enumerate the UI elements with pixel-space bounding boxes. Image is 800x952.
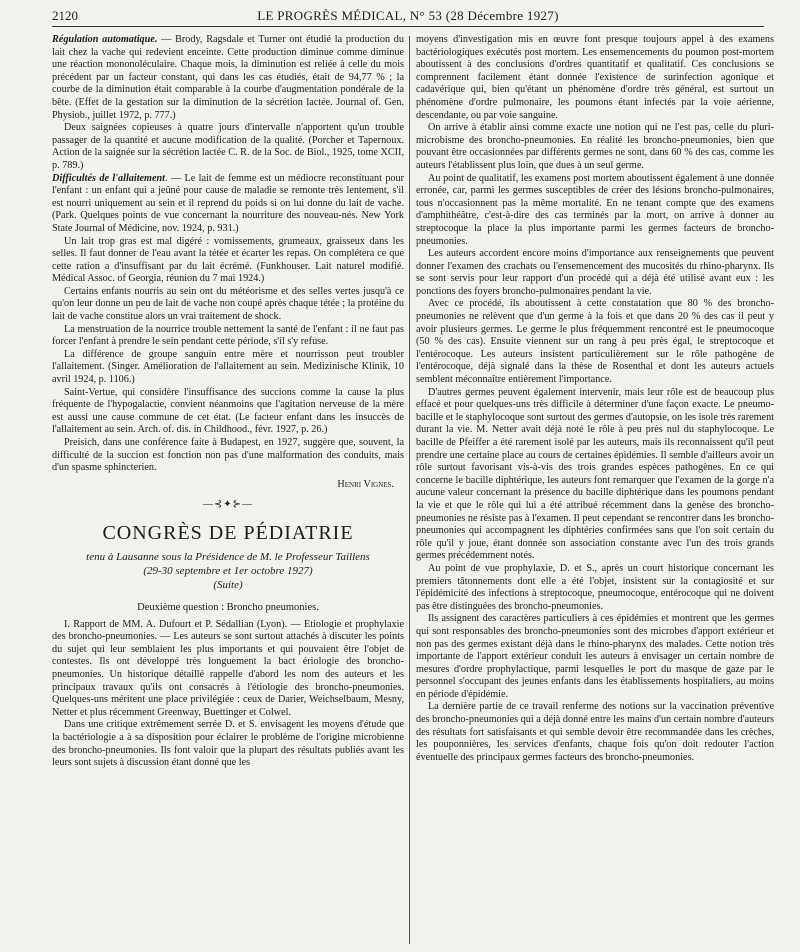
- paragraph: D'autres germes peuvent également intervenir, mais leur rôle est de beaucoup plus effacé et pour quelques-uns très difficile à déterminer d'une façon exacte. Le pneumo-bacille et le staphylocoque sont surtout des germes d'autopsie, on les isole très rarement durant la vie. M. Netter avait déjà noté le rôle à peu près nul du staphylocoque. Le bacille de Pfeiffer a été rarement isolé par les auteurs, mais ils reconnaissent qu'il peut prendre une certaine place au cours de certaines épidémies. Il semble d'ailleurs avoir un rôle surtout favorisant vis-à-vis des trois grandes espèces pathogènes. En ce qui concerne le bacille diphtérique, les auteurs font remarquer que l'examen de la gorge n'a aucune valeur concernant la présence du bacille diphtérique dans les poumons pendant la vie et que le rôle qui lui a été attribué récemment dans la genèse des broncho-pneumonies ne résiste pas à l'examen. Il peut cependant se rencontrer dans les broncho-pneumonies qui accompagnent les diphtéries confirmées sans que l'on soit certain du rôle qu'il y joue, étant donnée son association constante avec l'un des trois grands germes précédemment notés.: [416, 386, 774, 562]
- section-title: CONGRÈS DE PÉDIATRIE: [102, 521, 354, 544]
- paragraph: [52, 34, 404, 122]
- paragraph: La dernière partie de ce travail renferme des notions sur la vaccination préventive des broncho-pneumonies qui a déjà donné entre les mains d'un certain nombre d'auteurs des résultats fort satisfaisants et qui semble devoir être recommandée dans les crèches, les pouponnières, les services d'enfants, chaque fois qu'on doit redouter l'action éventuelle des principaux germes facteurs des broncho-pneumonies.: [416, 701, 774, 763]
- paragraph: moyens d'investigation mis en œuvre font presque toujours appel à des examens bactériologiques exécutés post mortem. Les ensemencements du poumon post-mortem aboutissent à des conclusions d'ordres quantitatif et qualitatif. Ces conclusions se comprennent facilement étant donnée l'existence de surinfection agonique et cadavérique qui, bien qu'étant un phénomène d'ordre très général, est surtout un phénomène d'ordre pulmonaire, les poumons étant infectés par la voie aérienne, descendante, ou par voie sanguine.: [416, 34, 774, 121]
- paragraph: Dans une critique extrêmement serrée D. et S. envisagent les moyens d'étude que la bactériologie a à sa disposition pour éclairer le problème de l'origine microbienne des broncho-pneumonies. Ils font valoir que la plupart des résultats publiés avant les leurs sont sujets à discussion étant donné que les: [52, 719, 404, 769]
- section-lead: Régulation automatique.: [52, 34, 158, 45]
- paragraph: Un lait trop gras est mal digéré : vomissements, grumeaux, graisseux dans les selles. Il faut donner de l'eau avant la tétée et écarter les repas. On complétera ce que cette ration a d'insuffisant par du lait écrémé. (Funkhouser. Lait naturel modifié. Médical Assoc. of Georgia, réunion du 7 mai 1924.): [52, 235, 404, 285]
- paragraph: [52, 173, 404, 236]
- section-lead: Difficultés de l'allaitement: [52, 172, 165, 184]
- congress-dates: (29-30 septembre et 1er octobre 1927): [143, 564, 313, 577]
- left-column: [52, 34, 404, 946]
- page-number: 2120: [52, 8, 78, 23]
- paragraph: Saint-Vertue, qui considère l'insuffisance des succions comme la cause la plus fréquente de l'hypogalactie, convient néanmoins que l'agitation nerveuse de la mère est aussi une cause commune de cet état. (Le facteur enfant dans les insuccès de l'allaitement au sein. Arch. of. dis. in Childhood., févr. 1927, p. 26.): [52, 386, 404, 436]
- paragraph: Deux saignées copieuses à quatre jours d'intervalle n'apportent qu'un trouble passager de la quantité et aucune modification de la qualité. (Porcher et Tapernoux. Action de la saignée sur la sécrétion lactée C. R. de la Soc. de Biol., 1925, tome XCII, p. 789.): [52, 122, 404, 171]
- paragraph: Au point de vue prophylaxie, D. et S., après un court historique concernant les premiers tâtonnements dont elle a été l'objet, insistent sur la contagiosité et sur l'épidémicité des infections à streptocoque, pneumocoque, entérocoque qui ne doivent pas être distinguées des broncho-pneumonies.: [416, 562, 774, 612]
- paragraph: La différence de groupe sanguin entre mère et nourrisson peut troubler l'allaitement. (Singer. Amélioration de l'allaitement au sein. Medizinische Klinik, 10 avril 1924, p. 1106.): [52, 348, 404, 386]
- paragraph-text: — Brody, Ragsdale et Turner ont étudié la production du lait chez la vache qui redevient enceinte. Cette production diminue comme diminue une réaction mononoléculaire. Chaque mois, la diminution est reliée à celle du mois précédent par un facteur constant, qui dans les cas étudiés, était de 94,77 % ; la courbe de la diminution était comparable à la courbe d'augmentation pondérale de la bête. (Effet de la gestation sur la diminution de la sécrétion lactée. Journal of. Gen. Physiob., juillet 1972, p. 777.): [52, 34, 404, 121]
- paragraph: Au point de qualitatif, les examens post mortem aboutissent également à une donnée erronée, car, parmi les germes susceptibles de créer des lésions broncho-pulmonaires, tous n'occasionnent pas la même mortalité. En ne tenant compte que des examens d'amphithéâtre, c'est-à-dire des cas terminés par la mort, on arrive à donner au streptocoque la place la plus importante parmi les germes facteurs de broncho-pneumonies.: [416, 172, 774, 247]
- paragraph: Avec ce procédé, ils aboutissent à cette constatation que 80 % des broncho-pneumonies ne relèvent que d'un germe à la fois et que dans 20 % des cas il peut y avoir plusieurs germes. Le germe le plus fréquemment rencontré est le pneumocoque (50 % des cas). Ensuite viennent sur un rang à peu près égal, le streptocoque et l'entérocoque. Les auteurs insistent particulièrement sur le rôle pathogène de l'entérocoque, déjà signalé dans la thèse de Rosenthal et dont les auteurs actuels semblent méconnaître entièrement l'importance.: [416, 298, 774, 386]
- author-signature: Henri Vignes.: [337, 478, 394, 490]
- congress-continued: (Suite): [213, 578, 243, 591]
- ornament-divider: —⊰✦⊱—: [202, 499, 254, 511]
- congress-location: tenu à Lausanne sous la Présidence de M. le Professeur Taillens: [86, 550, 370, 563]
- paragraph: On arrive à établir ainsi comme exacte une notion qui ne l'est pas, celle du pluri-microbisme des broncho-pneumonies. En réalité les broncho-pneumonies, bien que pouvant être occasionnées par différents germes ne sont, dans 60 % des cas, comme les auteurs l'établissent plus loin, que dues à un seul germe.: [416, 122, 774, 171]
- paragraph: La menstruation de la nourrice trouble nettement la santé de l'enfant : il ne faut pas forcer l'enfant à prendre le sein pendant cette période, s'il s'y refuse.: [52, 323, 404, 348]
- paragraph: I. Rapport de MM. A. Dufourt et P. Sédallian (Lyon). — Etiologie et prophylaxie des broncho-pneumonies. — Les auteurs se sont surtout attachés à discuter les points du sujet qui leur semblaient les plus importants et qui pouvaient être l'objet de contestes. Ils ont développé très longuement la bact ériologie des broncho-pneumonies. Un historique détaillé rappelle d'abord les nom des auteurs et les principaux travaux qu'ils ont consacrés à l'étiologie des broncho-pneumonies. Quelques-uns méritent une place privilégiée : ceux de Darier, Weichselbaum, Mesny, Netter et plus récemment Greenway, Buettinger et Colwel.: [52, 618, 404, 718]
- paragraph: Preisich, dans une conférence faite à Budapest, en 1927, suggère que, souvent, la difficulté de la succion est fonction non pas d'une malformation des conduits, mais d'un spasme sphincterien.: [52, 437, 404, 474]
- paragraph: Certains enfants nourris au sein ont du météorisme et des selles vertes jusqu'à ce qu'on leur donne un peu de lait de vache non coupé après chaque tétée ; la protéine du lait de vache constitue alors un vrai traitement de shock.: [52, 285, 404, 323]
- question-heading: Deuxième question : Broncho pneumonies.: [137, 601, 319, 613]
- running-title: LE PROGRÈS MÉDICAL, N° 53 (28 Décembre 1927): [257, 8, 559, 23]
- page-header: [52, 6, 764, 27]
- paragraph: Ils assignent des caractères particuliers à ces épidémies et montrent que les germes qui sont responsables des broncho-pneumonies sont des microbes d'apport extérieur et non pas des germes existant déjà dans le rhino-pharynx des malades. Cette notion très importante de l'apport extérieur conduit les auteurs à envisager un certain nombre de mesures d'ordre prophylactique, parmi lesquelles le port du masque de gaze par le personnel s'occupant des jeunes enfants dans les établissements hospitaliers, au moins en période d'épidémie.: [416, 613, 774, 700]
- column-divider: [409, 36, 410, 944]
- paragraph: Les auteurs accordent encore moins d'importance aux renseignements que peuvent donner l'examen des crachats ou l'ensemencement des mucosités du rhino-pharynx. Ils se sont servis pour leur rapport d'un procédé qui a déjà été utilisé avant eux : les ponctions des foyers broncho-pulmonaires pendant la vie.: [416, 248, 774, 297]
- paragraph-text: . — Le lait de femme est un médiocre reconstituant pour l'enfant : un enfant qui a jeûné pour cause de maladie se remonte très lentement, s'il est nourri uniquement au sein et il reprend du poids si on lui donne du lait de vache. (Park. Quelques points de vue concernant la nourriture des nouveau-nés. New York State Journal of Médicine, nov. 1924, p. 931.): [52, 172, 404, 234]
- right-column: [416, 34, 774, 946]
